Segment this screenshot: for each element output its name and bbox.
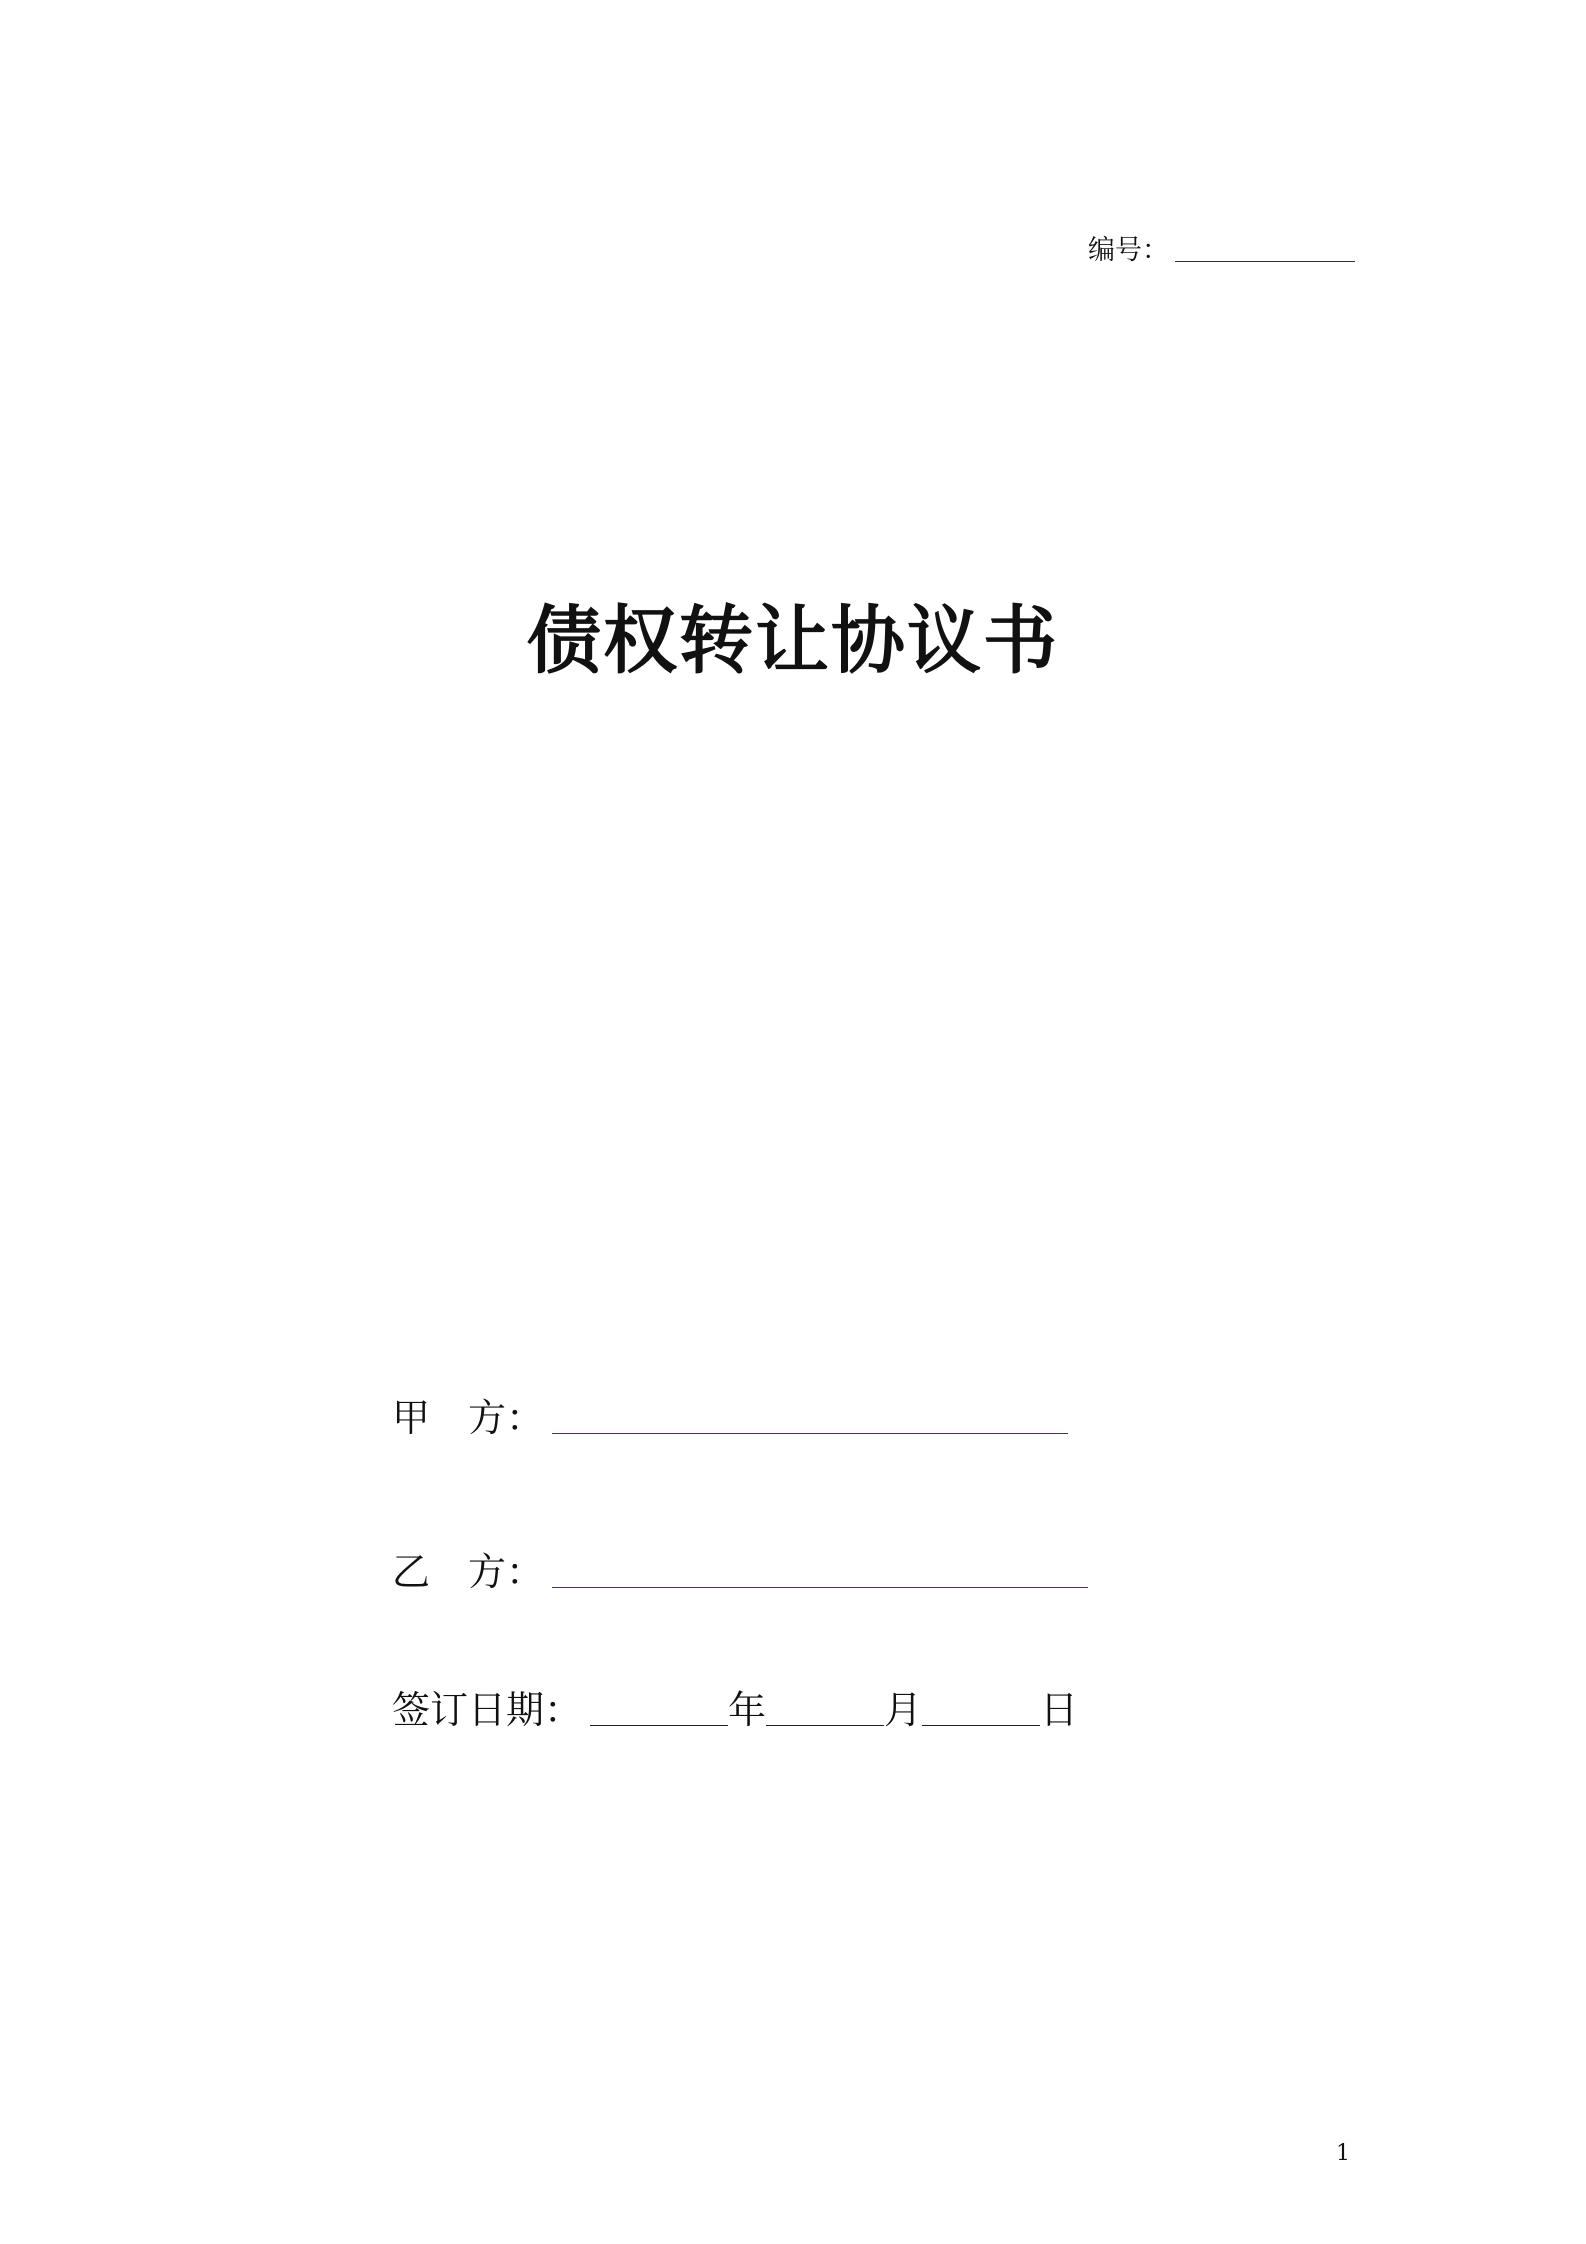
serial-number-label: 编号： [1088,235,1169,266]
party-b-blank[interactable] [552,1587,1088,1588]
signing-date-label: 签订日期： [392,1688,583,1732]
party-b-field [392,1540,1088,1596]
party-a-label [392,1394,544,1442]
serial-number-blank[interactable] [1175,261,1355,262]
party-a-field [392,1386,1068,1442]
document-title: 债权转让协议书 [527,598,1059,684]
month-blank[interactable] [766,1725,884,1726]
party-a-label-suffix: 方： [468,1396,545,1440]
day-unit: 日 [1040,1688,1079,1732]
day-blank[interactable] [922,1725,1040,1726]
month-unit: 月 [884,1688,923,1732]
party-b-label-char: 乙 [392,1550,431,1594]
serial-number-field [1088,228,1355,268]
signing-date-field [392,1678,1078,1734]
party-a-blank[interactable] [552,1433,1068,1434]
party-a-label-char: 甲 [392,1396,431,1440]
year-unit: 年 [728,1688,767,1732]
party-b-label-suffix: 方： [468,1550,545,1594]
page-number: 1 [1336,2141,1350,2166]
year-blank[interactable] [590,1725,728,1726]
party-b-label [392,1548,544,1596]
